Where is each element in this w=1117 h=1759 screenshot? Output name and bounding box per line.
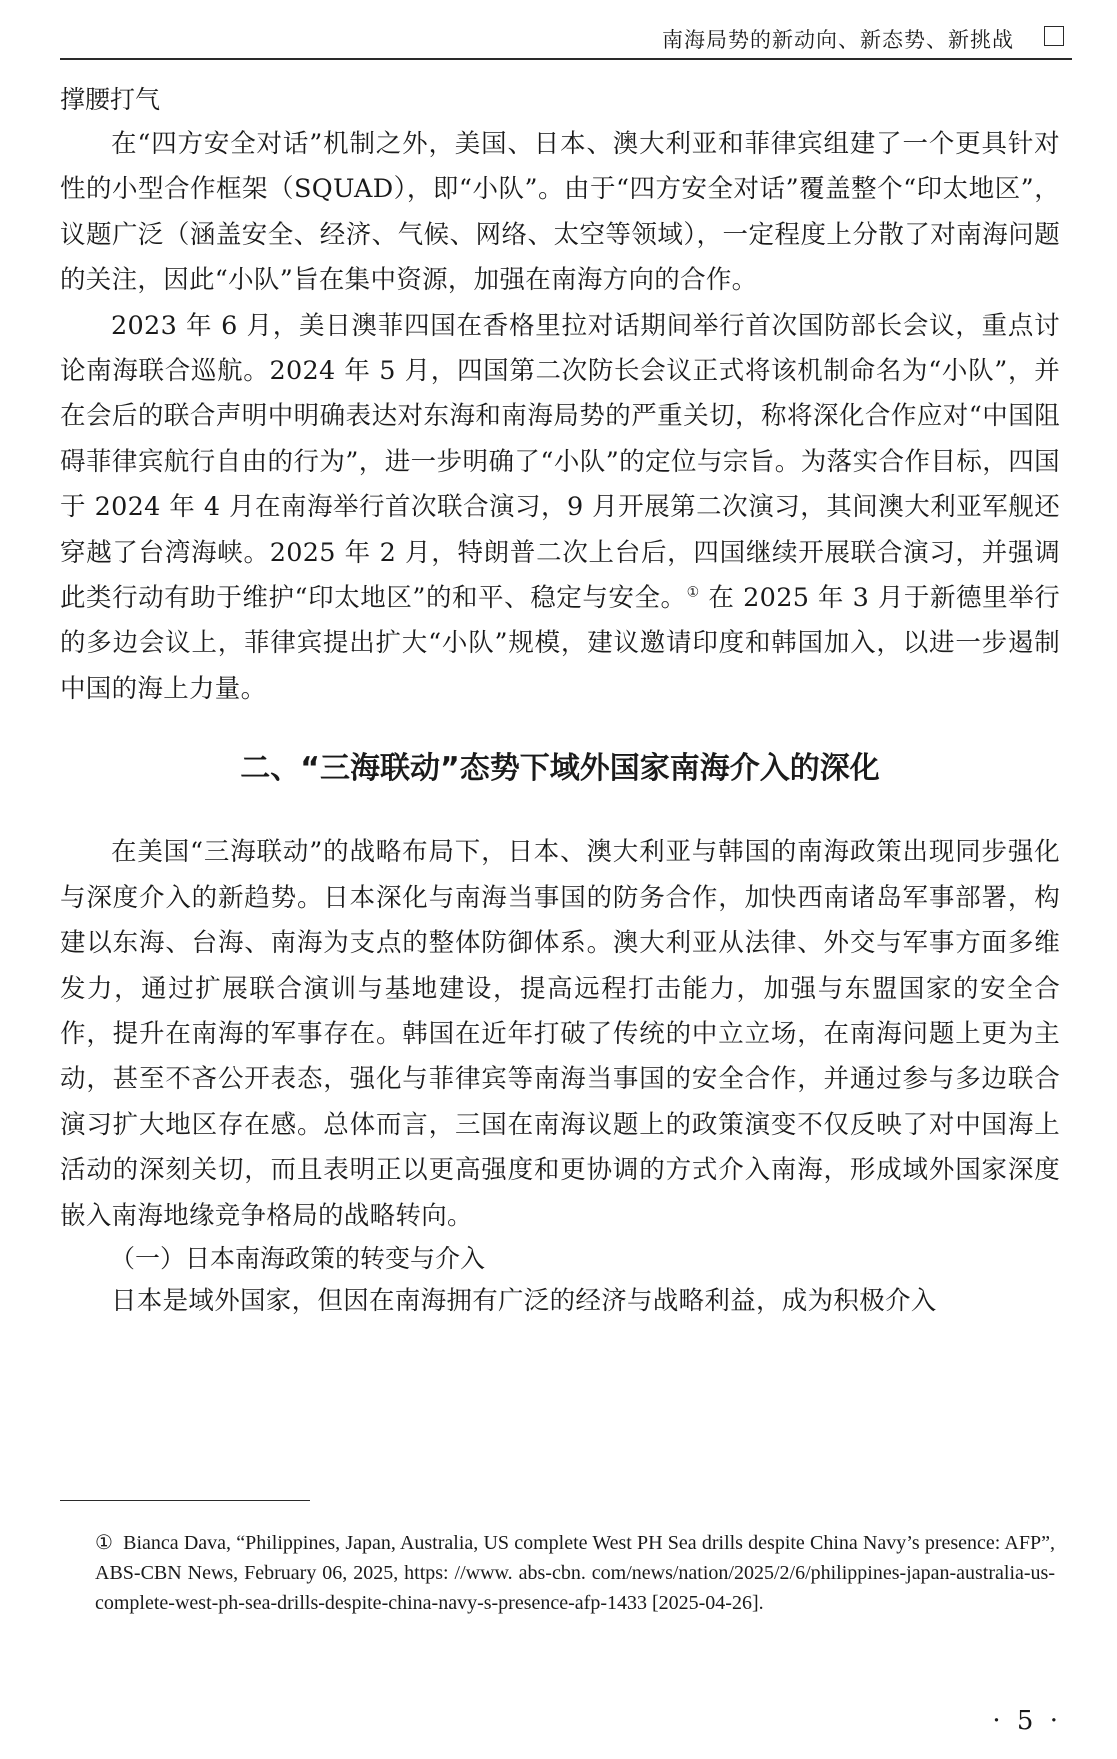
footnote-marker: ① (95, 1532, 114, 1554)
footnote (95, 1528, 1055, 1618)
page-body (60, 70, 1060, 1324)
paragraph-squad-history (60, 304, 1060, 713)
paragraph-squad-history-tail: 在 2025 年 3 月于新德里举行的多边会议上，菲律宾提出扩大“小队”规模，建议邀请印度和韩国加入，以进一步遏制中国的海上力量。 (60, 583, 1060, 704)
paragraph-section-intro: 在美国“三海联动”的战略布局下，日本、澳大利亚与韩国的南海政策出现同步强化与深度介入的新趋势。日本深化与南海当事国的防务合作，加快西南诸岛军事部署，构建以东海、台海、南海为支点的整体防御体系。澳大利亚从法律、外交与军事方面多维发力，通过扩展联合演训与基地建设，提高远程打击能力，加强与东盟国家的安全合作，提升在南海的军事存在。韩国在近年打破了传统的中立立场，在南海问题上更为主动，甚至不吝公开表态，强化与菲律宾等南海当事国的安全合作，并通过参与多边联合演习扩大地区存在感。总体而言，三国在南海议题上的政策演变不仅反映了对中国海上活动的深刻关切，而且表明正以更高强度和更协调的方式介入南海，形成域外国家深度嵌入南海地缘竞争格局的战略转向。 (60, 837, 1060, 1231)
page-number: · 5 · (992, 1706, 1062, 1736)
running-header-title: 南海局势的新动向、新态势、新挑战 (662, 28, 1014, 52)
footnote-ref[interactable]: ① (686, 584, 700, 601)
footnote-divider (60, 1500, 310, 1501)
section-title: 二、“三海联动”态势下域外国家南海介入的深化 (240, 751, 880, 787)
subsection-title: （一）日本南海政策的转变与介入 (110, 1243, 486, 1273)
paragraph-squad: 在“四方安全对话”机制之外，美国、日本、澳大利亚和菲律宾组建了一个更具针对性的小型合作框架（SQUAD），即“小队”。由于“四方安全对话”覆盖整个“印太地区”，议题广泛（涵盖安全、经济、气候、网络、太空等领域），一定程度上分散了对南海问题的关注，因此“小队”旨在集中资源，加强在南海方向的合作。 (60, 129, 1060, 296)
header-square-icon (1044, 26, 1064, 46)
footnote-text: Bianca Dava, “Philippines, Japan, Australia, US complete West PH Sea drills despite China Navy’s presence: AFP”, ABS-CBN News, February 06, 2025, https: //www. abs-cbn. com/news/nation/2025/2/6/philippines-japan-australia-us-complete-west-ph-sea-drills-despite-china-navy-s-presence-afp-1433 [2025-04-26]. (95, 1532, 1055, 1614)
paragraph-squad-history-text: 2023 年 6 月，美日澳菲四国在香格里拉对话期间举行首次国防部长会议，重点讨论南海联合巡航。2024 年 5 月，四国第二次防长会议正式将该机制命名为“小队”，并在会后的联合声明中明确表达对东海和南海局势的严重关切，称将深化合作应对“中国阻碍菲律宾航行自由的行为”，进一步明确了“小队”的定位与宗旨。为落实合作目标，四国于 2024 年 4 月在南海举行首次联合演习，9 月开展第二次演习，其间澳大利亚军舰还穿越了台湾海峡。2025 年 2 月，特朗普二次上台后，四国继续开展联合演习，并强调此类行动有助于维护“印太地区”的和平、稳定与安全。 (60, 310, 1060, 614)
paragraph-japan: 日本是域外国家，但因在南海拥有广泛的经济与战略利益，成为积极介入 (111, 1285, 937, 1316)
subhead-fragment: 撑腰打气 (60, 85, 161, 114)
running-header (60, 12, 1072, 60)
